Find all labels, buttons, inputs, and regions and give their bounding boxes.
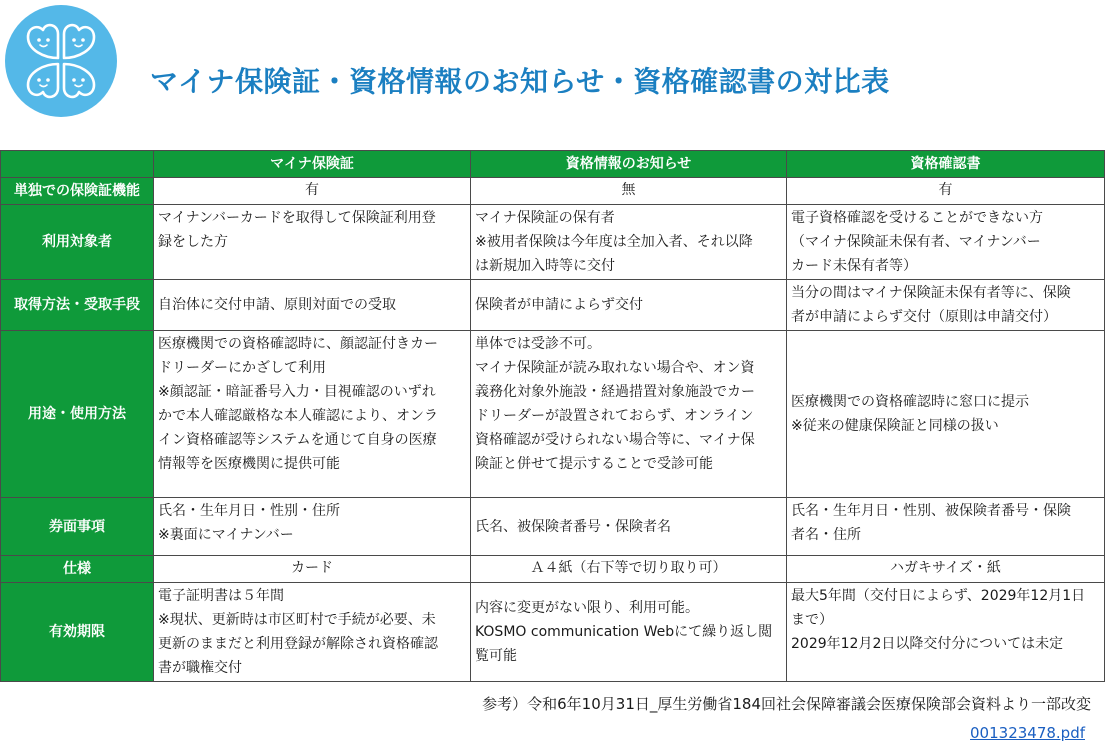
cell-text-line: 無 [621,182,636,198]
row-header: 単独での保険証機能 [1,178,154,205]
cell-text-line: 覧可能 [475,648,517,664]
column-header: 資格情報のお知らせ [471,151,787,178]
comparison-table [0,150,1105,682]
column-header: マイナ保険証 [154,151,471,178]
table-row [1,498,1105,556]
cell-text-line: 資格確認が受けられない場合等に、マイナ保 [475,432,755,448]
cell-text-line: 内容に変更がない限り、利用可能。 [475,600,699,616]
cell-text-line: ※被用者保険は今年度は全加入者、それ以降 [475,234,753,250]
header-corner [1,151,154,178]
row-header: 券面事項 [1,498,154,556]
table-row [1,205,1105,280]
table-cell [471,205,787,280]
cell-text-line: まで） [791,612,833,628]
cell-text-line: 2029年12月2日以降交付分については未定 [791,636,1064,652]
cell-text-line: 単体では受診不可。 [475,336,601,352]
table-row [1,280,1105,331]
table-cell [471,556,787,583]
cell-text-line: 医療機関での資格確認時に窓口に提示 [791,394,1029,410]
cell-text-line: ドリーダーが設置されておらず、オンライン [475,408,754,424]
table-row [1,331,1105,498]
page-title: マイナ保険証・資格情報のお知らせ・資格確認書の対比表 [150,65,890,98]
cell-text-line: 保険者が申請によらず交付 [475,297,643,313]
table-header-row [1,151,1105,178]
table-cell [787,583,1105,682]
table-cell [471,498,787,556]
cell-text-line: かで本人確認厳格な本人確認により、オンラ [158,408,438,424]
column-header: 資格確認書 [787,151,1105,178]
table-cell [787,280,1105,331]
table-cell [154,498,471,556]
table-row [1,583,1105,682]
table-cell [154,205,471,280]
table-row [1,178,1105,205]
table-cell [787,498,1105,556]
row-header: 利用対象者 [1,205,154,280]
table-cell [154,178,471,205]
cell-text-line: 有 [305,182,319,198]
reference-note: 参考）令和6年10月31日_厚生労働省184回社会保障審議会医療保険部会資料より一部改変 [482,695,1091,713]
cell-text-line: ※従来の健康保険証と同様の扱い [791,418,999,434]
cell-text-line: 情報等を医療機関に提供可能 [158,456,340,472]
cell-text-line: 書が職権交付 [158,660,242,676]
row-header: 用途・使用方法 [1,331,154,498]
cell-text-line: 当分の間はマイナ保険証未保有者等に、保険 [791,285,1071,301]
cell-text-line: 電子証明書は５年間 [158,588,284,604]
table-row [1,556,1105,583]
cell-text-line: ※現状、更新時は市区町村で手続が必要、未 [158,612,436,628]
table-cell [154,331,471,498]
table-cell [787,205,1105,280]
row-header: 有効期限 [1,583,154,682]
cell-text-line: 更新のままだと利用登録が解除され資格確認 [158,636,438,652]
cell-text-line: マイナンバーカードを取得して保険証利用登 [158,210,436,226]
cell-text-line: 者名・住所 [791,527,861,543]
table-cell [154,280,471,331]
cell-text-line: ※顔認証・暗証番号入力・目視確認のいずれ [158,384,436,400]
cell-text-line: 電子資格確認を受けることができない方 [791,210,1043,226]
cell-text-line: Ａ４紙（右下等で切り取り可） [530,560,727,576]
cell-text-line: 氏名、被保険者番号・保険者名 [475,518,671,535]
cell-text-line: ※裏面にマイナンバー [158,527,294,543]
table-cell [471,331,787,498]
cell-text-line: 険証と併せて提示することで受診可能 [475,456,713,472]
table-cell [787,556,1105,583]
cell-text-line: 医療機関での資格確認時に、顔認証付きカー [158,336,438,352]
cell-text-line: マイナ保険証の保有者 [475,210,615,226]
table-cell [471,280,787,331]
cell-text-line: 有 [938,182,953,198]
cell-text-line: KOSMO communication Webにて繰り返し閲 [475,624,773,640]
cell-text-line: は新規加入時等に交付 [475,258,615,274]
table-cell [154,583,471,682]
cell-text-line: 録をした方 [158,234,228,250]
cell-text-line: 氏名・生年月日・性別、被保険者番号・保険 [791,503,1071,519]
pdf-file-link[interactable]: 001323478.pdf [970,724,1085,742]
cell-text-line: カード [291,560,333,576]
clover-hearts-logo-icon [4,4,118,118]
cell-text-line: カード未保有者等） [791,258,917,274]
cell-text-line: 者が申請によらず交付（原則は申請交付） [791,309,1057,325]
table-cell [787,178,1105,205]
table-cell [787,331,1105,498]
table-cell [471,178,787,205]
row-header: 仕様 [1,556,154,583]
cell-text-line: 氏名・生年月日・性別・住所 [158,503,340,519]
cell-text-line: 最大5年間（交付日によらず、2029年12月1日 [791,588,1086,604]
cell-text-line: 自治体に交付申請、原則対面での受取 [158,297,396,313]
cell-text-line: （マイナ保険証未保有者、マイナンバー [791,234,1041,250]
table-cell [154,556,471,583]
row-header: 取得方法・受取手段 [1,280,154,331]
cell-text-line: ハガキサイズ・紙 [890,560,1001,576]
cell-text-line: 義務化対象外施設・経過措置対象施設でカー [475,384,755,400]
cell-text-line: イン資格確認等システムを通じて自身の医療 [158,432,437,448]
table-cell [471,583,787,682]
cell-text-line: ドリーダーにかざして利用 [158,360,326,376]
cell-text-line: マイナ保険証が読み取れない場合や、オン資 [475,360,755,376]
